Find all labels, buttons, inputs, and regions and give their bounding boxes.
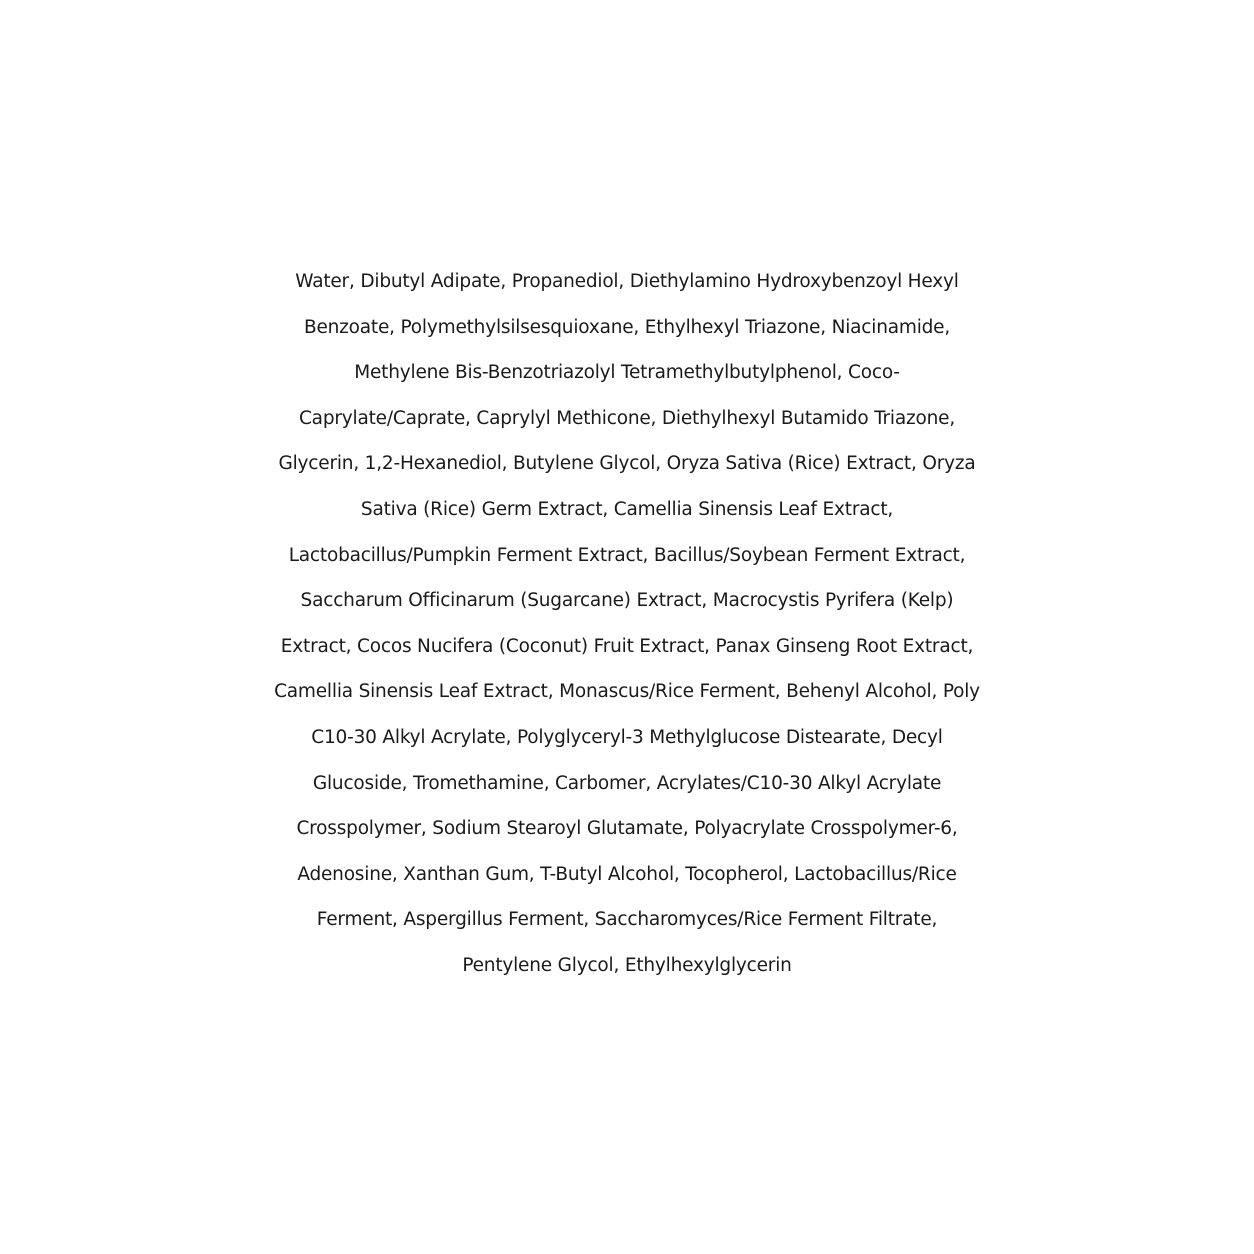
ingredients-line: Crosspolymer, Sodium Stearoyl Glutamate, Polyacrylate Crosspolymer-6, (296, 818, 958, 840)
ingredients-line: Benzoate, Polymethylsilsesquioxane, Ethylhexyl Triazone, Niacinamide, (303, 316, 951, 338)
ingredients-line: Glycerin, 1,2-Hexanediol, Butylene Glycol, Oryza Sativa (Rice) Extract, Oryza (278, 453, 976, 475)
ingredients-line: Saccharum Officinarum (Sugarcane) Extract, Macrocystis Pyrifera (Kelp) (300, 590, 954, 612)
ingredients-line: Methylene Bis-Benzotriazolyl Tetramethylbutylphenol, Coco- (354, 362, 900, 384)
ingredients-line: C10-30 Alkyl Acrylate, Polyglyceryl-3 Methylglucose Distearate, Decyl (311, 726, 943, 748)
ingredients-line: Caprylate/Caprate, Caprylyl Methicone, Diethylhexyl Butamido Triazone, (298, 407, 956, 429)
ingredients-line: Adenosine, Xanthan Gum, T-Butyl Alcohol, Tocopherol, Lactobacillus/Rice (297, 863, 957, 885)
ingredients-line: Camellia Sinensis Leaf Extract, Monascus/Rice Ferment, Behenyl Alcohol, Poly (274, 681, 980, 703)
ingredients-line: Glucoside, Tromethamine, Carbomer, Acrylates/C10-30 Alkyl Acrylate (312, 772, 942, 794)
ingredients-line: Pentylene Glycol, Ethylhexylglycerin (462, 954, 792, 976)
ingredients-line: Ferment, Aspergillus Ferment, Saccharomyces/Rice Ferment Filtrate, (316, 909, 938, 931)
ingredients-line: Sativa (Rice) Germ Extract, Camellia Sinensis Leaf Extract, (360, 498, 894, 520)
ingredients-line: Lactobacillus/Pumpkin Ferment Extract, Bacillus/Soybean Ferment Extract, (288, 544, 966, 566)
ingredients-list (0, 259, 1254, 989)
ingredients-line: Water, Dibutyl Adipate, Propanediol, Diethylamino Hydroxybenzoyl Hexyl (295, 271, 959, 292)
ingredients-line: Extract, Cocos Nucifera (Coconut) Fruit Extract, Panax Ginseng Root Extract, (280, 635, 974, 657)
